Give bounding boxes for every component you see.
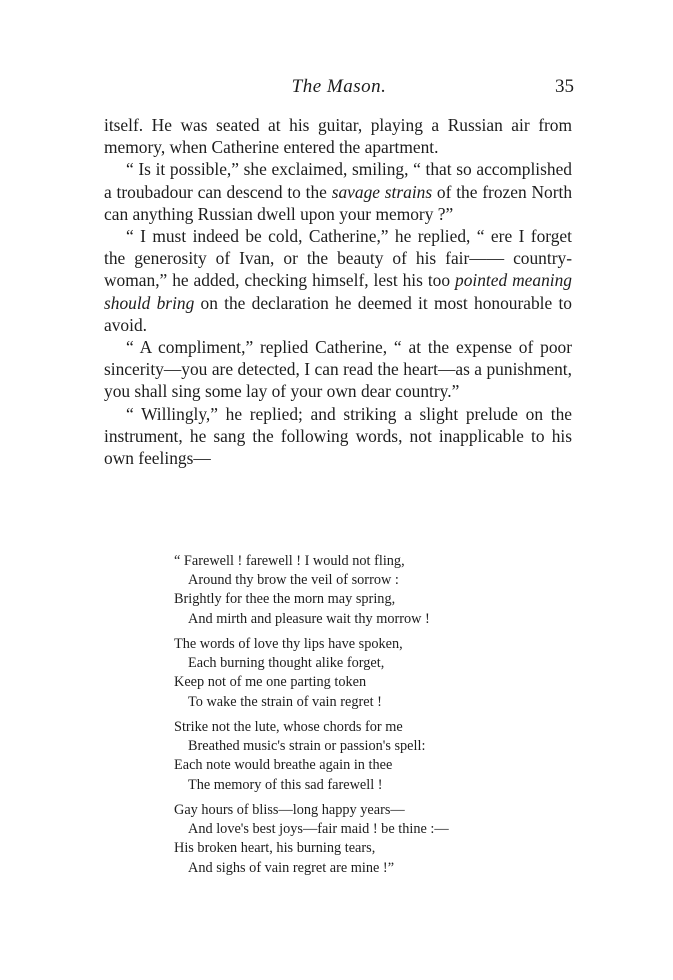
- running-title: The Mason.: [291, 76, 387, 97]
- paragraph-text: “ I must indeed be cold, Catherine,” he replied, “ ere I forget the generosity of Ivan, or the beauty of his fair—— country-woman,” he added, checking himself, lest his too: [104, 226, 572, 291]
- verse-line: Gay hours of bliss—long happy years—: [174, 802, 405, 818]
- italic-text: pointed meaning should bring: [104, 270, 572, 313]
- paragraph-text: “ Is it possible,” she exclaimed, smiling, “ that so accomplished a troubadour can descend to the: [104, 159, 572, 202]
- verse-line: Keep not of me one parting token: [174, 674, 367, 691]
- verse-line: Breathed music's strain or passion's spell:: [188, 738, 426, 755]
- verse-line: The words of love thy lips have spoken,: [174, 636, 403, 652]
- paragraph: [104, 158, 572, 225]
- stanza: [174, 635, 554, 712]
- paragraph: [104, 225, 572, 336]
- verse-line: And love's best joys—fair maid ! be thine :—: [188, 821, 449, 838]
- paragraph-text: on the declaration he deemed it most honourable to avoid.: [104, 292, 572, 335]
- paragraph: [104, 403, 572, 470]
- verse-line: Each burning thought alike forget,: [188, 655, 385, 672]
- stanza: [174, 552, 554, 629]
- verse-line: Strike not the lute, whose chords for me: [174, 719, 403, 735]
- verse-line: His broken heart, his burning tears,: [174, 840, 376, 857]
- stanza: [174, 801, 554, 878]
- italic-text: savage strains: [331, 181, 433, 202]
- song-verses: [174, 552, 554, 884]
- stanza: [174, 718, 554, 795]
- verse-line: And mirth and pleasure wait thy morrow !: [188, 610, 430, 627]
- verse-line: Brightly for thee the morn may spring,: [174, 591, 396, 608]
- verse-line: And sighs of vain regret are mine !”: [188, 859, 395, 876]
- page-number: 35: [555, 76, 574, 97]
- paragraph-text: itself. He was seated at his guitar, playing a Russian air from memory, when Catherine entered the apartment.: [104, 115, 572, 158]
- paragraph: [104, 336, 572, 403]
- paragraph-text: “ A compliment,” replied Catherine, “ at the expense of poor sincerity—you are detected, I can read the heart—as a punishment, you shall sing some lay of your own dear country.”: [104, 337, 572, 402]
- verse-line: To wake the strain of vain regret !: [188, 693, 382, 710]
- verse-line: “ Farewell ! farewell ! I would not fling,: [174, 553, 405, 569]
- prose-body: [104, 114, 572, 469]
- paragraph-text: of the frozen North can anything Russian dwell upon your memory ?”: [104, 181, 573, 224]
- paragraph: [104, 114, 572, 158]
- running-head: [104, 76, 574, 98]
- verse-line: Each note would breathe again in thee: [174, 757, 393, 774]
- paragraph-text: “ Willingly,” he replied; and striking a slight prelude on the instrument, he sang the following words, not inapplicable to his own feelings—: [104, 403, 572, 469]
- verse-line: Around thy brow the veil of sorrow :: [188, 572, 399, 589]
- verse-line: The memory of this sad farewell !: [188, 776, 383, 793]
